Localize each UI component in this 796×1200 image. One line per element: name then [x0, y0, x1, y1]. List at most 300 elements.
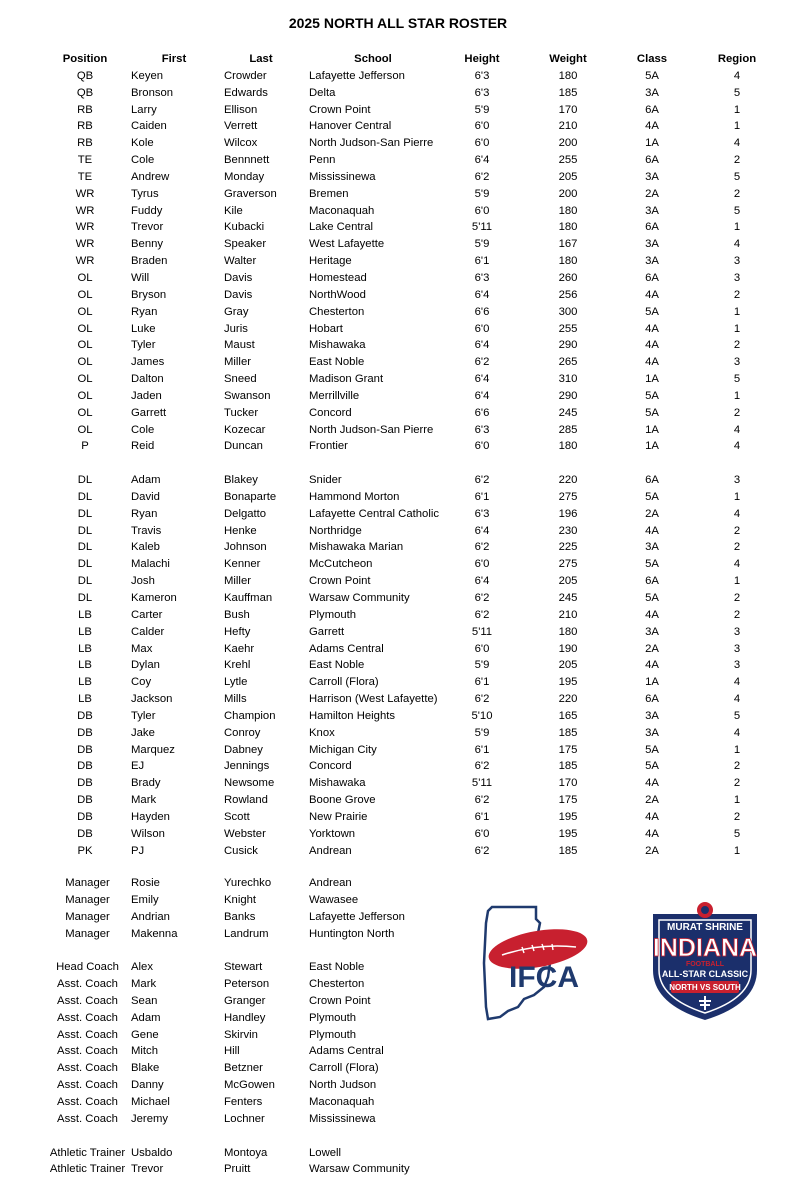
- staff-first-name: Mark: [131, 978, 157, 991]
- cell-position: DL: [77, 507, 93, 520]
- cell-class: 6A: [645, 575, 659, 588]
- cell-class: 2A: [645, 642, 659, 655]
- cell-weight: 185: [558, 760, 578, 773]
- cell-weight: 245: [558, 406, 578, 419]
- cell-school: West Lafayette: [309, 238, 385, 251]
- cell-position: QB: [76, 86, 94, 99]
- cell-position: DL: [77, 490, 93, 503]
- staff-last-name: Yurechko: [224, 877, 272, 889]
- cell-class: 3A: [645, 726, 659, 739]
- staff-school: Lowell: [309, 1146, 342, 1159]
- cell-position: DB: [77, 726, 93, 739]
- table-row: [0, 624, 796, 641]
- cell-school: Hammond Morton: [309, 490, 400, 503]
- cell-last-name: Kaehr: [224, 642, 255, 655]
- staff-row: [0, 1094, 796, 1111]
- cell-position: WR: [75, 255, 95, 268]
- cell-last-name: Walter: [224, 255, 257, 268]
- staff-first-name: Trevor: [131, 1163, 164, 1176]
- shrine-main-text: INDIANA: [652, 934, 758, 962]
- cell-class: 5A: [645, 406, 659, 419]
- cell-first-name: Andrew: [131, 170, 170, 183]
- cell-region: 2: [733, 777, 741, 790]
- cell-last-name: Kubacki: [224, 221, 265, 234]
- table-row: [0, 691, 796, 708]
- cell-region: 5: [733, 709, 741, 722]
- table-row: [0, 354, 796, 371]
- cell-region: 1: [733, 322, 741, 335]
- cell-position: DL: [77, 541, 93, 554]
- staff-first-name: Adam: [131, 1011, 161, 1024]
- col-header-weight: Weight: [549, 53, 587, 65]
- cell-height: 6'1: [474, 255, 490, 268]
- cell-position: P: [81, 440, 89, 453]
- cell-height: 6'0: [474, 137, 490, 150]
- cell-last-name: Ellison: [224, 103, 258, 116]
- cell-class: 2A: [645, 507, 659, 520]
- spacer-row: [0, 455, 796, 472]
- cell-first-name: Max: [131, 642, 153, 655]
- cell-first-name: Kameron: [131, 592, 177, 604]
- table-row: [0, 758, 796, 775]
- cell-region: 1: [733, 743, 741, 756]
- cell-height: 6'4: [474, 389, 490, 402]
- col-header-school: School: [354, 53, 392, 65]
- cell-weight: 245: [558, 592, 578, 604]
- shrine-logo: [645, 900, 765, 1022]
- cell-first-name: Wilson: [131, 827, 165, 840]
- staff-role: Manager: [65, 893, 110, 906]
- cell-school: Mississinewa: [309, 170, 376, 183]
- cell-school: Snider: [309, 474, 342, 487]
- staff-first-name: Alex: [131, 961, 153, 974]
- cell-height: 6'3: [474, 423, 490, 436]
- staff-row: [0, 1111, 796, 1128]
- cell-school: Michigan City: [309, 743, 377, 756]
- cell-school: Adams Central: [309, 642, 384, 655]
- table-row: [0, 489, 796, 506]
- cell-position: DB: [77, 760, 93, 773]
- page-title: 2025 NORTH ALL STAR ROSTER: [288, 15, 508, 31]
- staff-last-name: Banks: [224, 910, 256, 923]
- staff-role: Athletic Trainer: [49, 1146, 126, 1159]
- cell-school: Chesterton: [309, 305, 365, 318]
- cell-first-name: Ryan: [131, 305, 158, 318]
- cell-first-name: Dylan: [131, 659, 160, 672]
- cell-first-name: Mark: [131, 794, 157, 807]
- cell-first-name: Ryan: [131, 507, 158, 520]
- cell-class: 6A: [645, 474, 659, 487]
- shrine-top-text: MURAT SHRINE: [667, 922, 743, 933]
- cell-class: 3A: [645, 170, 659, 183]
- cell-class: 4A: [645, 356, 659, 369]
- cell-position: DL: [77, 575, 93, 588]
- cell-class: 4A: [645, 524, 659, 537]
- cell-last-name: Delgatto: [224, 507, 267, 520]
- staff-school: Plymouth: [309, 1011, 357, 1024]
- cell-last-name: Maust: [224, 339, 255, 352]
- cell-region: 3: [733, 625, 741, 638]
- cell-position: RB: [77, 137, 93, 150]
- table-row: [0, 186, 796, 203]
- cell-school: East Noble: [309, 659, 365, 672]
- cell-first-name: Josh: [131, 575, 155, 588]
- staff-role: Asst. Coach: [57, 994, 118, 1007]
- cell-height: 5'9: [474, 238, 490, 251]
- cell-class: 3A: [645, 238, 659, 251]
- cell-height: 6'2: [474, 794, 490, 807]
- staff-first-name: Mitch: [131, 1045, 158, 1058]
- cell-last-name: Dabney: [224, 743, 263, 756]
- cell-height: 6'0: [474, 642, 490, 655]
- cell-height: 6'1: [474, 490, 490, 503]
- cell-class: 3A: [645, 86, 659, 99]
- cell-last-name: Champion: [224, 709, 276, 722]
- cell-last-name: Henke: [224, 524, 257, 537]
- cell-class: 2A: [645, 794, 659, 807]
- cell-weight: 165: [558, 709, 578, 722]
- cell-class: 5A: [645, 760, 659, 773]
- staff-row: [0, 875, 796, 892]
- cell-last-name: Johnson: [224, 541, 267, 554]
- cell-class: 3A: [645, 709, 659, 722]
- cell-school: Harrison (West Lafayette): [309, 693, 438, 706]
- cell-weight: 225: [558, 541, 578, 554]
- table-row: [0, 708, 796, 725]
- cell-school: North Judson-San Pierre: [309, 423, 434, 436]
- cell-last-name: Jennings: [224, 760, 270, 773]
- staff-first-name: Danny: [131, 1079, 164, 1092]
- cell-height: 6'1: [474, 810, 490, 823]
- staff-role: Manager: [65, 910, 110, 923]
- table-row: [0, 843, 796, 860]
- cell-school: Lake Central: [309, 221, 374, 234]
- cell-first-name: Malachi: [131, 558, 170, 571]
- cell-last-name: Conroy: [224, 726, 261, 739]
- cell-weight: 265: [558, 356, 578, 369]
- cell-weight: 185: [558, 86, 578, 99]
- cell-last-name: Davis: [224, 288, 253, 301]
- staff-school: Lafayette Jefferson: [309, 910, 405, 923]
- cell-position: OL: [77, 373, 93, 386]
- cell-region: 4: [733, 423, 741, 436]
- cell-last-name: Cusick: [224, 844, 258, 857]
- cell-region: 3: [733, 642, 741, 655]
- cell-class: 5A: [645, 490, 659, 503]
- staff-role: Asst. Coach: [57, 1028, 118, 1041]
- table-row: [0, 169, 796, 186]
- cell-weight: 180: [558, 255, 578, 268]
- cell-school: Hanover Central: [309, 120, 392, 133]
- shrine-banner-text: ALL-STAR CLASSIC: [661, 969, 749, 979]
- cell-weight: 170: [558, 777, 578, 790]
- cell-position: TE: [77, 170, 93, 183]
- cell-weight: 205: [558, 170, 578, 183]
- staff-school: Chesterton: [309, 978, 365, 991]
- cell-last-name: Lytle: [224, 676, 248, 689]
- staff-last-name: McGowen: [224, 1079, 275, 1092]
- cell-height: 6'4: [474, 373, 490, 386]
- table-row: [0, 253, 796, 270]
- cell-last-name: Webster: [224, 827, 266, 840]
- cell-first-name: Caiden: [131, 120, 167, 133]
- staff-first-name: Blake: [131, 1062, 160, 1075]
- table-row: [0, 472, 796, 489]
- cell-height: 5'10: [471, 709, 493, 722]
- cell-position: DL: [77, 592, 93, 604]
- cell-region: 2: [733, 154, 741, 167]
- cell-region: 4: [733, 693, 741, 706]
- cell-region: 3: [733, 356, 741, 369]
- staff-last-name: Montoya: [224, 1146, 268, 1159]
- staff-school: Huntington North: [309, 927, 395, 940]
- staff-school: East Noble: [309, 961, 365, 974]
- table-row: [0, 573, 796, 590]
- cell-last-name: Speaker: [224, 238, 267, 251]
- staff-school: Carroll (Flora): [309, 1062, 379, 1075]
- cell-school: Knox: [309, 726, 335, 739]
- cell-first-name: Kaleb: [131, 541, 160, 554]
- table-row: [0, 102, 796, 119]
- staff-first-name: Sean: [131, 994, 158, 1007]
- staff-school: Crown Point: [309, 994, 371, 1007]
- cell-school: Warsaw Community: [309, 592, 410, 604]
- cell-region: 2: [733, 339, 741, 352]
- table-row: [0, 270, 796, 287]
- cell-first-name: Tyrus: [131, 187, 159, 200]
- staff-first-name: Gene: [131, 1028, 159, 1041]
- cell-weight: 180: [558, 440, 578, 453]
- cell-position: OL: [77, 356, 93, 369]
- table-row: [0, 219, 796, 236]
- cell-weight: 180: [558, 204, 578, 217]
- cell-class: 5A: [645, 592, 659, 604]
- cell-class: 4A: [645, 339, 659, 352]
- cell-first-name: Jaden: [131, 389, 162, 402]
- cell-region: 1: [733, 221, 741, 234]
- cell-region: 3: [733, 474, 741, 487]
- table-row: [0, 742, 796, 759]
- staff-first-name: Makenna: [131, 927, 178, 940]
- table-row: [0, 725, 796, 742]
- cell-weight: 275: [558, 490, 578, 503]
- cell-class: 1A: [645, 137, 659, 150]
- cell-position: LB: [78, 659, 92, 672]
- cell-class: 5A: [645, 69, 659, 82]
- cell-region: 2: [733, 592, 741, 604]
- cell-region: 4: [733, 137, 741, 150]
- cell-last-name: Bennnett: [224, 154, 270, 167]
- cell-class: 4A: [645, 659, 659, 672]
- cell-class: 3A: [645, 204, 659, 217]
- cell-position: LB: [78, 642, 92, 655]
- cell-weight: 175: [558, 743, 578, 756]
- staff-school: Warsaw Community: [309, 1163, 410, 1176]
- cell-school: Crown Point: [309, 575, 371, 588]
- cell-weight: 290: [558, 339, 578, 352]
- cell-position: LB: [78, 625, 92, 638]
- spacer-row: [0, 1128, 796, 1145]
- cell-weight: 255: [558, 322, 578, 335]
- cell-first-name: Marquez: [131, 743, 175, 756]
- staff-role: Asst. Coach: [57, 978, 118, 991]
- cell-height: 6'0: [474, 120, 490, 133]
- cell-weight: 180: [558, 625, 578, 638]
- cell-height: 6'2: [474, 844, 490, 857]
- cell-class: 6A: [645, 271, 659, 284]
- cell-region: 3: [733, 255, 741, 268]
- cell-height: 6'2: [474, 474, 490, 487]
- cell-height: 5'11: [471, 777, 493, 790]
- cell-weight: 310: [558, 373, 578, 386]
- col-header-class: Class: [636, 53, 668, 65]
- cell-position: OL: [77, 389, 93, 402]
- cell-first-name: Braden: [131, 255, 168, 268]
- cell-last-name: Swanson: [224, 389, 271, 402]
- header-row: [0, 51, 796, 68]
- cell-class: 6A: [645, 693, 659, 706]
- staff-row: [0, 1077, 796, 1094]
- cell-last-name: Gray: [224, 305, 249, 318]
- cell-height: 6'3: [474, 507, 490, 520]
- table-row: [0, 674, 796, 691]
- table-row: [0, 135, 796, 152]
- table-row: [0, 506, 796, 523]
- cell-class: 4A: [645, 810, 659, 823]
- cell-position: DL: [77, 474, 93, 487]
- cell-height: 6'0: [474, 558, 490, 571]
- cell-weight: 300: [558, 305, 578, 318]
- cell-height: 6'2: [474, 170, 490, 183]
- staff-last-name: Granger: [224, 994, 266, 1007]
- cell-first-name: Adam: [131, 474, 161, 487]
- staff-school: Maconaquah: [309, 1095, 375, 1108]
- cell-last-name: Davis: [224, 271, 253, 284]
- cell-first-name: Carter: [131, 608, 163, 621]
- table-row: [0, 809, 796, 826]
- table-row: [0, 657, 796, 674]
- cell-last-name: Blakey: [224, 474, 258, 487]
- cell-height: 5'11: [471, 625, 493, 638]
- cell-weight: 196: [558, 507, 578, 520]
- cell-position: WR: [75, 238, 95, 251]
- cell-class: 4A: [645, 777, 659, 790]
- staff-last-name: Skirvin: [224, 1028, 258, 1041]
- cell-class: 5A: [645, 558, 659, 571]
- cell-last-name: Graverson: [224, 187, 277, 200]
- cell-weight: 200: [558, 187, 578, 200]
- cell-position: DB: [77, 777, 93, 790]
- staff-school: North Judson: [309, 1079, 377, 1092]
- staff-role: Asst. Coach: [57, 1062, 118, 1075]
- cell-first-name: Benny: [131, 238, 164, 251]
- cell-position: DL: [77, 558, 93, 571]
- cell-last-name: Kauffman: [224, 592, 273, 604]
- cell-first-name: Brady: [131, 777, 161, 790]
- cell-school: Delta: [309, 86, 336, 99]
- staff-first-name: Andrian: [131, 910, 170, 923]
- cell-class: 5A: [645, 305, 659, 318]
- cell-position: QB: [76, 69, 94, 82]
- cell-class: 1A: [645, 423, 659, 436]
- table-row: [0, 287, 796, 304]
- cell-weight: 285: [558, 423, 578, 436]
- cell-height: 6'2: [474, 541, 490, 554]
- table-row: [0, 792, 796, 809]
- table-row: [0, 304, 796, 321]
- cell-school: Homestead: [309, 271, 367, 284]
- staff-role: Asst. Coach: [57, 1079, 118, 1092]
- cell-region: 1: [733, 389, 741, 402]
- cell-school: Mishawaka: [309, 339, 366, 352]
- cell-school: Plymouth: [309, 608, 357, 621]
- staff-last-name: Knight: [224, 893, 257, 906]
- staff-role: Manager: [65, 877, 110, 889]
- table-row: [0, 321, 796, 338]
- cell-region: 1: [733, 490, 741, 503]
- table-row: [0, 641, 796, 658]
- ifca-logo: [478, 903, 596, 1021]
- cell-weight: 180: [558, 221, 578, 234]
- cell-school: Madison Grant: [309, 373, 384, 386]
- cell-weight: 190: [558, 642, 578, 655]
- table-row: [0, 236, 796, 253]
- cell-last-name: Juris: [224, 322, 248, 335]
- cell-first-name: Reid: [131, 440, 155, 453]
- cell-position: WR: [75, 221, 95, 234]
- cell-position: LB: [78, 608, 92, 621]
- cell-position: DL: [77, 524, 93, 537]
- staff-role: Athletic Trainer: [49, 1163, 126, 1176]
- cell-class: 5A: [645, 743, 659, 756]
- cell-school: Northridge: [309, 524, 362, 537]
- staff-row: [0, 1145, 796, 1162]
- cell-height: 6'2: [474, 608, 490, 621]
- cell-region: 4: [733, 676, 741, 689]
- cell-last-name: Edwards: [224, 86, 268, 99]
- cell-first-name: Jackson: [131, 693, 173, 706]
- cell-last-name: Scott: [224, 810, 250, 823]
- cell-position: RB: [77, 103, 93, 116]
- cell-region: 2: [733, 810, 741, 823]
- cell-first-name: Bryson: [131, 288, 167, 301]
- cell-school: Lafayette Jefferson: [309, 69, 405, 82]
- cell-last-name: Miller: [224, 575, 251, 588]
- cell-last-name: Kozecar: [224, 423, 266, 436]
- cell-region: 2: [733, 524, 741, 537]
- staff-last-name: Betzner: [224, 1062, 263, 1075]
- staff-first-name: Jeremy: [131, 1112, 169, 1125]
- cell-first-name: Travis: [131, 524, 162, 537]
- table-row: [0, 556, 796, 573]
- cell-class: 2A: [645, 844, 659, 857]
- cell-region: 1: [733, 794, 741, 807]
- cell-region: 4: [733, 726, 741, 739]
- cell-school: Yorktown: [309, 827, 356, 840]
- table-row: [0, 371, 796, 388]
- cell-weight: 275: [558, 558, 578, 571]
- cell-class: 1A: [645, 676, 659, 689]
- cell-height: 6'0: [474, 827, 490, 840]
- cell-height: 6'2: [474, 356, 490, 369]
- staff-row: [0, 1161, 796, 1178]
- cell-weight: 220: [558, 693, 578, 706]
- cell-first-name: Fuddy: [131, 204, 163, 217]
- cell-class: 3A: [645, 541, 659, 554]
- cell-weight: 290: [558, 389, 578, 402]
- cell-region: 1: [733, 844, 741, 857]
- cell-first-name: Will: [131, 271, 150, 284]
